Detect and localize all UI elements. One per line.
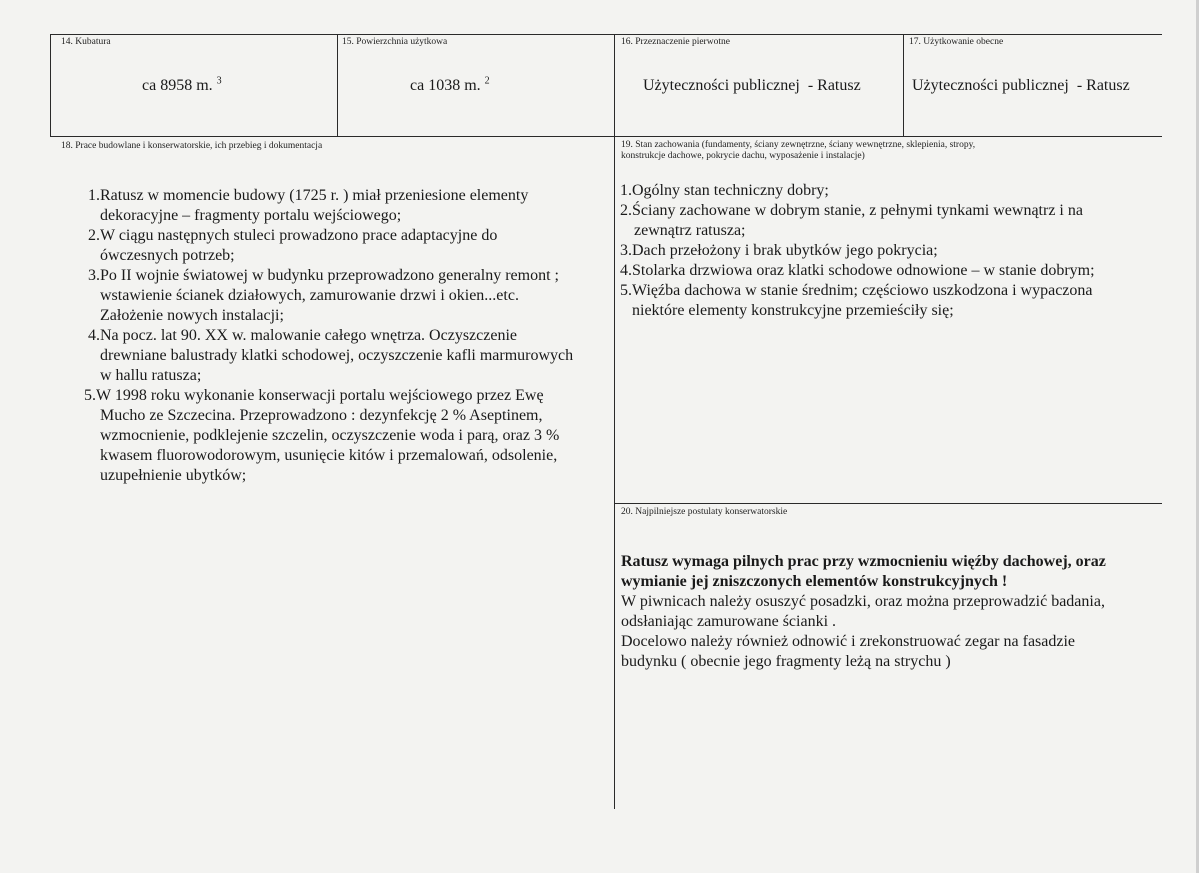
field-16-label: 16. Przeznaczenie pierwotne: [621, 37, 730, 47]
field-19-list: [620, 181, 1095, 321]
list-item: 2.W ciągu następnych stuleci prowadzono prace adaptacyjne do ówczesnych potrzeb;: [88, 227, 498, 264]
list-item: 5.W 1998 roku wykonanie konserwacji portalu wejściowego przez Ewę Mucho ze Szczecina. Przeprowadzono : dezynfekcję 2 % Aseptinem, wzmocnienie, podklejenie szczelin, oczyszczenie woda i parą, oraz 3 % kwasem fluorowodorowym, usunięcie kitów i przemalowań, odsolenie, uzupełnienie ubytków;: [84, 387, 560, 484]
divider-14-15: [337, 34, 338, 137]
field-17-value: Użyteczności publicznej - Ratusz: [912, 77, 1130, 94]
top-border: [50, 34, 1162, 35]
field-14-value: ca 8958 m. $^3$: [142, 75, 222, 94]
field-17-label: 17. Użytkowanie obecne: [909, 37, 1004, 47]
list-item: 1.Ratusz w momencie budowy (1725 r. ) miał przeniesione elementy dekoracyjne – fragmenty portalu wejściowego;: [88, 187, 529, 224]
list-item: 3.Dach przełożony i brak ubytków jego pokrycia;: [620, 242, 938, 259]
divider-center: [614, 34, 615, 809]
field-18-list: [84, 186, 574, 486]
field-19-label: 19. Stan zachowania (fundamenty, ściany zewnętrzne, ściany wewnętrzne, sklepienia, stropy, konstrukcje dachowe, pokrycie dachu, wyposażenie i instalacje): [621, 140, 976, 161]
list-item: 4.Stolarka drzwiowa oraz klatki schodowe odnowione – w stanie dobrym;: [620, 262, 1095, 279]
list-item: 4.Na pocz. lat 90. XX w. malowanie całego wnętrza. Oczyszczenie drewniane balustrady klatki schodowej, oczyszczenie kafli marmurowych w hallu ratusza;: [88, 327, 574, 384]
left-border: [50, 34, 51, 137]
list-item: 1.Ogólny stan techniczny dobry;: [620, 182, 829, 199]
section20-top-border: [614, 503, 1162, 504]
list-item: 5.Więźba dachowa w stanie średnim; częściowo uszkodzona i wypaczona niektóre elementy konstrukcyjne przemieściły się;: [620, 282, 1093, 319]
field-15-label: 15. Powierzchnia użytkowa: [342, 37, 448, 47]
field-20-label: 20. Najpilniejsze postulaty konserwatorskie: [621, 507, 788, 517]
divider-16-17: [903, 34, 904, 137]
list-item: 2.Ściany zachowane w dobrym stanie, z pełnymi tynkami wewnątrz i na zewnątrz ratusza;: [620, 202, 1083, 239]
field-18-label: 18. Prace budowlane i konserwatorskie, ich przebieg i dokumentacja: [61, 141, 323, 151]
list-item: 3.Po II wojnie światowej w budynku przeprowadzono generalny remont ; wstawienie ścianek działowych, zamurowanie drzwi i okien...etc. Założenie nowych instalacji;: [88, 267, 559, 324]
field-15-value: ca 1038 m. $^2$: [410, 75, 490, 94]
field-16-value: Użyteczności publicznej - Ratusz: [643, 77, 861, 94]
field-20-text: Ratusz wymaga pilnych prac przy wzmocnieniu więźby dachowej, oraz wymianie jej zniszczonych elementów konstrukcyjnych ! W piwnicach należy osuszyć posadzki, oraz można przeprowadzić badania, odsłaniając zamurowane ścianki . Docelowo należy również odnowić i zrekonstruować zegar na fasadzie budynku ( obecnie jego fragmenty leżą na strychu ): [621, 553, 1106, 670]
row1-bottom-border: [50, 136, 1162, 137]
field-14-label: 14. Kubatura: [61, 37, 111, 47]
